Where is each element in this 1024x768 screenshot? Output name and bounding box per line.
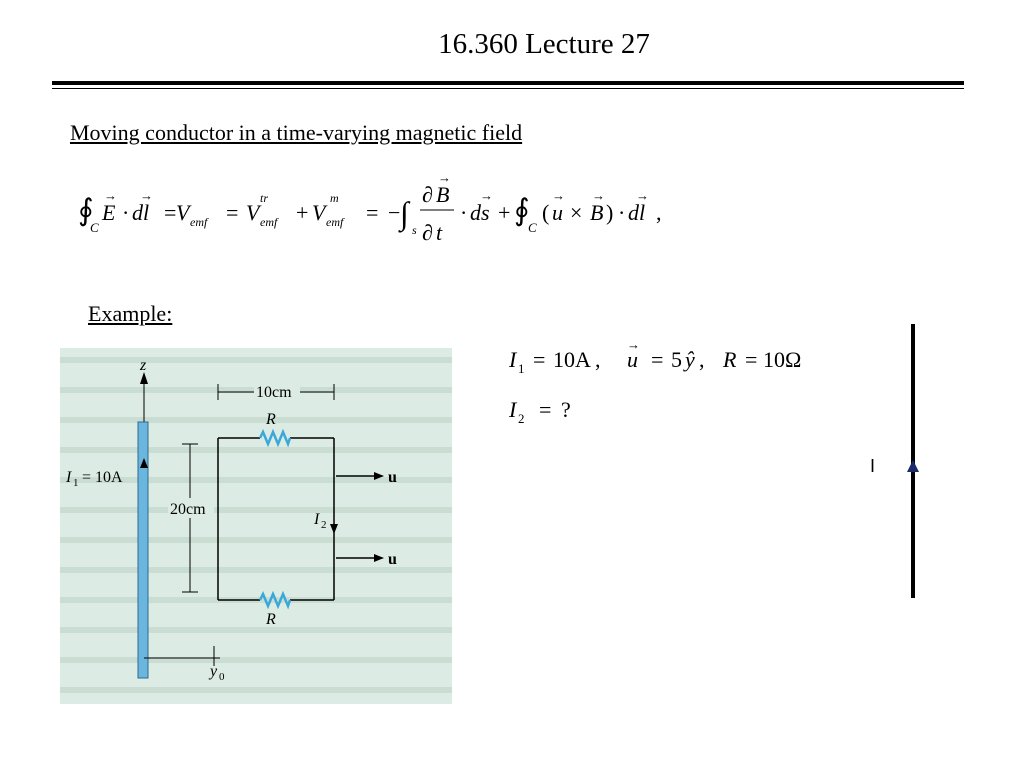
minus-sign: − — [388, 200, 401, 225]
current-conductor — [138, 422, 148, 678]
u-symbol: u — [627, 347, 638, 372]
contour-integral-symbol: ∮ — [78, 194, 94, 227]
equals-sign: = — [533, 347, 546, 372]
comma: , — [595, 347, 601, 372]
cross-operator: × — [570, 200, 583, 225]
u-value: 5 — [671, 347, 682, 372]
V-symbol: V — [246, 200, 260, 225]
I2-label: I — [314, 511, 320, 528]
loop-subscript: C — [90, 220, 99, 235]
V-symbol: V — [176, 200, 190, 225]
ds-symbol: ds — [470, 200, 490, 225]
dl-symbol: dl — [628, 200, 646, 225]
unknown-mark: ? — [561, 397, 571, 422]
plus-sign: + — [296, 200, 309, 225]
tr-superscript: tr — [260, 191, 269, 205]
dot-operator: · — [122, 200, 130, 225]
equals-sign: = — [366, 200, 379, 225]
I1-label: I — [66, 469, 72, 486]
equals-sign: = — [745, 347, 758, 372]
I1-value: = 10A — [82, 469, 123, 486]
integral-symbol: ∫ — [400, 195, 409, 231]
y-hat-symbol: ŷ — [685, 347, 695, 372]
surface-subscript: s — [412, 223, 417, 237]
figure-background — [60, 348, 452, 704]
example-label: Example: — [88, 301, 173, 326]
B-symbol: B — [590, 200, 604, 225]
section-heading: Moving conductor in a time-varying magnetic field — [70, 120, 523, 145]
dot-operator: · — [460, 200, 468, 225]
t-symbol: t — [436, 220, 443, 245]
width-label: 10cm — [256, 384, 292, 401]
u-bottom-label: u — [388, 551, 397, 568]
R-bottom-label: R — [266, 611, 276, 628]
I2-subscript: 2 — [518, 411, 525, 426]
left-paren: ( — [542, 200, 550, 225]
vector-arrow: → — [104, 188, 117, 203]
vector-arrow: → — [140, 188, 153, 203]
I1-subscript: 1 — [73, 477, 79, 489]
u-top-label: u — [388, 469, 397, 486]
y0-subscript: 0 — [219, 671, 225, 683]
m-superscript: m — [330, 191, 339, 205]
y0-label: y — [210, 663, 218, 680]
R-symbol: R — [723, 347, 737, 372]
I2-symbol: I — [509, 397, 517, 422]
vector-arrow: → — [480, 188, 493, 203]
z-axis-label: z — [140, 357, 147, 374]
given-values — [505, 335, 835, 435]
E-symbol: E — [102, 200, 116, 225]
B-symbol: B — [436, 182, 450, 207]
u-symbol: u — [552, 200, 563, 225]
header-rule-thick — [52, 81, 964, 85]
comma: , — [699, 347, 705, 372]
header-rule-thin — [52, 88, 964, 89]
dl-symbol: dl — [132, 200, 150, 225]
equals-sign: = — [651, 347, 664, 372]
R-value: 10Ω — [763, 347, 802, 372]
comma: , — [656, 200, 662, 225]
wire-current-label: I — [870, 456, 876, 476]
I2-subscript: 2 — [321, 519, 327, 531]
emf-subscript: emf — [326, 215, 344, 229]
vector-arrow: → — [627, 337, 640, 352]
V-symbol: V — [312, 200, 326, 225]
equals-sign: = — [539, 397, 552, 422]
current-direction-arrow — [907, 460, 919, 472]
R-top-label: R — [266, 411, 276, 428]
faraday-equation — [70, 170, 710, 250]
long-wire-diagram — [860, 320, 930, 605]
dot-operator: · — [618, 200, 626, 225]
partial-symbol: ∂ — [422, 220, 433, 245]
I1-symbol: I — [509, 347, 517, 372]
vector-arrow: → — [636, 188, 649, 203]
emf-subscript: emf — [190, 215, 208, 229]
equals-sign: = — [226, 200, 239, 225]
contour-integral-symbol: ∮ — [514, 194, 530, 227]
emf-subscript: emf — [260, 215, 278, 229]
I1-subscript: 1 — [518, 361, 525, 376]
vector-arrow: → — [438, 170, 451, 185]
plus-sign: + — [498, 200, 511, 225]
loop-subscript: C — [528, 220, 537, 235]
example-figure — [60, 348, 452, 704]
equals-sign: = — [164, 200, 177, 225]
page-title: 16.360 Lecture 27 — [438, 28, 650, 60]
vector-arrow: → — [552, 188, 565, 203]
height-label: 20cm — [170, 501, 206, 518]
right-paren: ) — [606, 200, 614, 225]
vector-arrow: → — [592, 188, 605, 203]
partial-symbol: ∂ — [422, 182, 433, 207]
I1-value: 10A — [553, 347, 591, 372]
